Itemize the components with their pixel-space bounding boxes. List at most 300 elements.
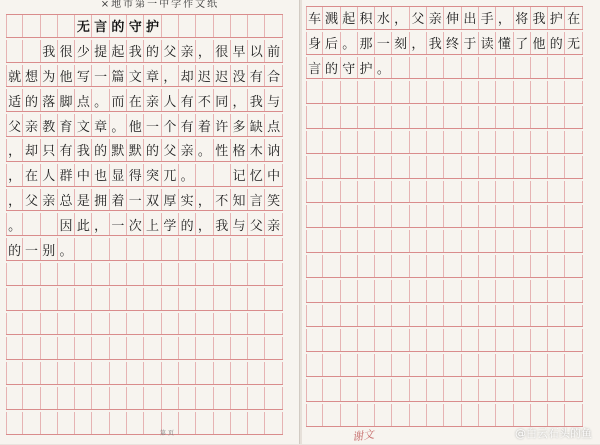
grid-cell [565, 81, 582, 103]
grid-cell [341, 156, 358, 178]
grid-cell [531, 181, 548, 203]
grid-cell [144, 288, 161, 310]
grid-cell [58, 387, 75, 409]
grid-cell [306, 81, 323, 103]
grid-cell: 很 [58, 40, 75, 62]
grid-cell: 。 [196, 139, 213, 161]
grid-cell: 默 [110, 139, 127, 161]
grid-cell [6, 313, 23, 335]
grid-cell [462, 230, 479, 252]
grid-cell [479, 230, 496, 252]
grid-cell [179, 313, 196, 335]
grid-cell [375, 404, 392, 426]
grid-cell [196, 412, 213, 434]
grid-cell: 我 [248, 89, 265, 111]
grid-cell [462, 57, 479, 79]
grid-cell [548, 379, 565, 401]
grid-cell [58, 362, 75, 384]
grid-cell [392, 131, 409, 153]
grid-cell [179, 362, 196, 384]
grid-cell [444, 305, 461, 327]
grid-cell: 篇 [110, 65, 127, 87]
grid-cell [565, 131, 582, 153]
grid-cell [110, 263, 127, 285]
grid-cell [341, 81, 358, 103]
grid-cell: 终 [444, 32, 461, 54]
grid-cell: 点 [265, 114, 282, 136]
grid-cell [162, 238, 179, 260]
grid-row [6, 238, 283, 261]
grid-cell [548, 255, 565, 277]
grid-cell [58, 288, 75, 310]
grid-cell: 讷 [265, 139, 282, 161]
grid-cell [92, 313, 109, 335]
grid-cell: 一 [127, 189, 144, 211]
grid-cell [6, 263, 23, 285]
grid-cell [23, 40, 40, 62]
grid-cell: 总 [58, 189, 75, 211]
grid-row [306, 230, 583, 253]
grid-cell: 言 [306, 57, 323, 79]
grid-cell [41, 263, 58, 285]
grid-cell [144, 362, 161, 384]
grid-cell [444, 404, 461, 426]
grid-cell [427, 156, 444, 178]
grid-cell: 学 [162, 213, 179, 235]
grid-cell [444, 329, 461, 351]
grid-cell: 而 [110, 89, 127, 111]
grid-cell [496, 181, 513, 203]
grid-cell: 他 [127, 114, 144, 136]
grid-cell: 想 [23, 65, 40, 87]
grid-cell: 点 [75, 89, 92, 111]
grid-cell [548, 57, 565, 79]
grid-row [6, 337, 283, 360]
grid-cell [23, 412, 40, 434]
grid-cell [375, 156, 392, 178]
grid-cell [375, 379, 392, 401]
grid-cell [479, 280, 496, 302]
grid-cell [341, 205, 358, 227]
grid-cell [375, 131, 392, 153]
grid-cell: 却 [179, 65, 196, 87]
grid-cell: 群 [58, 164, 75, 186]
grid-row [6, 387, 283, 410]
grid-cell [214, 362, 231, 384]
grid-cell [323, 230, 340, 252]
grid-cell [444, 181, 461, 203]
grid-cell [548, 230, 565, 252]
grid-cell [162, 288, 179, 310]
grid-cell [392, 379, 409, 401]
grid-cell [41, 337, 58, 359]
grid-cell: 护 [358, 57, 375, 79]
grid-cell: 亲 [144, 89, 161, 111]
grid-cell [531, 106, 548, 128]
grid-cell: 护 [548, 7, 565, 29]
grid-cell [496, 131, 513, 153]
grid-cell [306, 181, 323, 203]
grid-row [6, 412, 283, 435]
grid-cell [323, 280, 340, 302]
grid-cell: 落 [41, 89, 58, 111]
grid-cell [462, 81, 479, 103]
grid-cell: 得 [127, 164, 144, 186]
grid-cell [427, 81, 444, 103]
grid-cell: 身 [306, 32, 323, 54]
grid-cell [444, 205, 461, 227]
grid-cell [565, 280, 582, 302]
grid-cell [444, 106, 461, 128]
grid-cell [358, 156, 375, 178]
grid-cell [479, 305, 496, 327]
grid-cell [514, 255, 531, 277]
grid-cell: 不 [196, 89, 213, 111]
grid-cell [548, 181, 565, 203]
right-writing-grid [306, 6, 583, 429]
grid-cell [392, 230, 409, 252]
grid-cell: 守 [127, 15, 144, 37]
grid-cell [462, 181, 479, 203]
grid-cell [92, 412, 109, 434]
grid-cell: 的 [23, 89, 40, 111]
grid-cell [127, 337, 144, 359]
grid-cell [358, 81, 375, 103]
grid-cell: 出 [462, 7, 479, 29]
grid-row [6, 40, 283, 63]
grid-cell [214, 412, 231, 434]
grid-cell [248, 238, 265, 260]
grid-cell: 。 [58, 238, 75, 260]
grid-cell [531, 156, 548, 178]
grid-cell [196, 337, 213, 359]
grid-cell: 将 [514, 7, 531, 29]
grid-cell [427, 280, 444, 302]
grid-cell [265, 238, 282, 260]
grid-cell [341, 329, 358, 351]
grid-cell [479, 404, 496, 426]
grid-cell: 亲 [23, 114, 40, 136]
grid-cell [392, 280, 409, 302]
grid-cell: ， [162, 65, 179, 87]
grid-cell [565, 230, 582, 252]
grid-cell: 的 [548, 32, 565, 54]
grid-cell [410, 404, 427, 426]
grid-cell [127, 412, 144, 434]
grid-cell [548, 106, 565, 128]
grid-cell: 懂 [496, 32, 513, 54]
grid-cell: 他 [531, 32, 548, 54]
grid-cell [179, 387, 196, 409]
grid-cell [392, 57, 409, 79]
grid-cell [323, 354, 340, 376]
grid-cell [306, 131, 323, 153]
grid-cell [462, 280, 479, 302]
grid-cell [323, 181, 340, 203]
grid-cell: 。 [6, 213, 23, 235]
grid-cell [462, 106, 479, 128]
grid-cell [444, 131, 461, 153]
grid-cell [248, 412, 265, 434]
grid-cell: ， [496, 7, 513, 29]
grid-cell [548, 81, 565, 103]
grid-row [6, 114, 283, 137]
grid-cell [496, 354, 513, 376]
grid-cell [41, 387, 58, 409]
grid-cell: 我 [531, 7, 548, 29]
grid-cell [306, 156, 323, 178]
grid-cell [127, 313, 144, 335]
grid-cell: 起 [341, 7, 358, 29]
grid-cell [248, 362, 265, 384]
grid-cell [358, 181, 375, 203]
grid-cell [375, 280, 392, 302]
grid-cell [444, 57, 461, 79]
grid-row [6, 288, 283, 311]
grid-cell: 起 [110, 40, 127, 62]
grid-cell: 与 [231, 213, 248, 235]
grid-cell [127, 288, 144, 310]
grid-row [6, 189, 283, 212]
grid-cell [265, 362, 282, 384]
grid-cell [75, 412, 92, 434]
grid-cell [248, 263, 265, 285]
grid-cell [496, 404, 513, 426]
grid-cell [548, 354, 565, 376]
grid-cell [23, 15, 40, 37]
grid-cell [144, 238, 161, 260]
grid-cell [514, 329, 531, 351]
grid-cell: 性 [214, 139, 231, 161]
grid-cell: 一 [110, 213, 127, 235]
grid-cell: 为 [41, 65, 58, 87]
grid-cell: 于 [462, 32, 479, 54]
grid-cell [306, 329, 323, 351]
grid-cell: 亲 [179, 139, 196, 161]
grid-cell: 手 [479, 7, 496, 29]
grid-cell [231, 15, 248, 37]
grid-cell: 着 [110, 189, 127, 211]
grid-cell [427, 354, 444, 376]
grid-cell: 提 [92, 40, 109, 62]
grid-cell: 我 [41, 40, 58, 62]
grid-cell [548, 131, 565, 153]
grid-row [306, 57, 583, 80]
grid-row [6, 139, 283, 162]
grid-cell [375, 106, 392, 128]
grid-cell [41, 213, 58, 235]
grid-row [306, 205, 583, 228]
grid-cell: ， [6, 189, 23, 211]
grid-cell [496, 81, 513, 103]
grid-cell: 我 [427, 32, 444, 54]
left-essay-page [0, 0, 300, 444]
grid-cell [514, 354, 531, 376]
grid-cell [231, 387, 248, 409]
grid-cell [444, 81, 461, 103]
grid-cell: ， [231, 89, 248, 111]
grid-cell: ， [92, 213, 109, 235]
grid-cell [427, 305, 444, 327]
grid-cell: 了 [514, 32, 531, 54]
grid-cell [265, 288, 282, 310]
grid-cell [179, 412, 196, 434]
grid-cell [23, 362, 40, 384]
grid-cell: 。 [179, 164, 196, 186]
grid-cell [479, 131, 496, 153]
grid-cell [514, 280, 531, 302]
grid-cell [410, 280, 427, 302]
grid-cell [196, 164, 213, 186]
grid-cell: 兀 [162, 164, 179, 186]
grid-cell [58, 313, 75, 335]
grid-cell [358, 305, 375, 327]
grid-cell: 人 [41, 164, 58, 186]
grid-cell [248, 288, 265, 310]
grid-cell: 的 [110, 15, 127, 37]
grid-cell: 的 [144, 40, 161, 62]
grid-cell [323, 81, 340, 103]
grid-cell [41, 362, 58, 384]
grid-cell [341, 354, 358, 376]
grid-cell [565, 305, 582, 327]
grid-cell: 有 [179, 89, 196, 111]
grid-cell [265, 263, 282, 285]
grid-cell: 中 [75, 164, 92, 186]
grid-cell: ， [196, 40, 213, 62]
grid-cell: 那 [358, 32, 375, 54]
grid-cell [548, 280, 565, 302]
grid-cell: 中 [265, 164, 282, 186]
grid-cell [92, 362, 109, 384]
grid-cell [462, 205, 479, 227]
grid-cell [265, 15, 282, 37]
grid-cell [110, 238, 127, 260]
grid-cell [462, 156, 479, 178]
grid-cell [196, 362, 213, 384]
grid-cell [565, 404, 582, 426]
grid-cell [427, 57, 444, 79]
grid-cell [265, 337, 282, 359]
grid-row [306, 305, 583, 328]
grid-cell: 育 [58, 114, 75, 136]
grid-cell [496, 156, 513, 178]
grid-cell [341, 131, 358, 153]
grid-cell [462, 131, 479, 153]
source-watermark: @白云石头的鱼 [515, 427, 592, 440]
grid-cell [58, 412, 75, 434]
grid-cell: 没 [231, 65, 248, 87]
grid-cell [514, 181, 531, 203]
grid-cell [375, 329, 392, 351]
grid-cell [341, 230, 358, 252]
grid-cell [214, 288, 231, 310]
grid-cell [531, 329, 548, 351]
grid-cell: 的 [323, 57, 340, 79]
grid-cell [358, 354, 375, 376]
grid-row [306, 32, 583, 55]
grid-cell [565, 255, 582, 277]
grid-cell [144, 337, 161, 359]
grid-cell [427, 329, 444, 351]
grid-cell [479, 181, 496, 203]
grid-cell [514, 57, 531, 79]
grid-cell: 因 [58, 213, 75, 235]
grid-cell [41, 412, 58, 434]
grid-cell: 父 [410, 7, 427, 29]
grid-cell: 以 [248, 40, 265, 62]
grid-cell [58, 337, 75, 359]
grid-cell [265, 412, 282, 434]
grid-cell [110, 337, 127, 359]
grid-cell: 人 [162, 89, 179, 111]
grid-cell: 很 [214, 40, 231, 62]
grid-cell [496, 379, 513, 401]
grid-cell [23, 337, 40, 359]
grid-cell [231, 362, 248, 384]
grid-cell [127, 263, 144, 285]
grid-cell: 文 [127, 65, 144, 87]
grid-cell [75, 337, 92, 359]
grid-cell: 知 [231, 189, 248, 211]
grid-cell [306, 379, 323, 401]
grid-cell [462, 329, 479, 351]
grid-cell [323, 329, 340, 351]
grid-cell: 读 [479, 32, 496, 54]
grid-cell: 突 [144, 164, 161, 186]
grid-cell: 格 [231, 139, 248, 161]
grid-cell [358, 329, 375, 351]
grid-cell [375, 230, 392, 252]
grid-cell: 个 [162, 114, 179, 136]
grid-cell: 守 [341, 57, 358, 79]
grid-cell [375, 205, 392, 227]
grid-cell [92, 288, 109, 310]
grid-cell: 是 [75, 189, 92, 211]
grid-cell: 一 [92, 65, 109, 87]
grid-cell [479, 106, 496, 128]
grid-cell: 有 [179, 114, 196, 136]
grid-cell [375, 255, 392, 277]
grid-row [306, 280, 583, 303]
grid-cell [323, 404, 340, 426]
grid-cell [410, 57, 427, 79]
grid-cell: 一 [23, 238, 40, 260]
grid-cell [323, 131, 340, 153]
grid-cell [444, 156, 461, 178]
grid-cell [306, 106, 323, 128]
grid-cell [75, 387, 92, 409]
grid-cell: 言 [248, 189, 265, 211]
grid-cell [496, 329, 513, 351]
grid-cell [110, 362, 127, 384]
grid-cell [196, 387, 213, 409]
grid-cell [6, 40, 23, 62]
grid-cell [479, 57, 496, 79]
grid-cell [462, 379, 479, 401]
grid-cell: 言 [92, 15, 109, 37]
grid-cell: 迟 [214, 65, 231, 87]
grid-cell [514, 205, 531, 227]
grid-cell [514, 156, 531, 178]
grid-cell [410, 305, 427, 327]
grid-row [6, 164, 283, 187]
grid-cell: ， [196, 189, 213, 211]
grid-cell [358, 280, 375, 302]
grid-cell [427, 230, 444, 252]
grid-cell [179, 263, 196, 285]
grid-cell [323, 379, 340, 401]
